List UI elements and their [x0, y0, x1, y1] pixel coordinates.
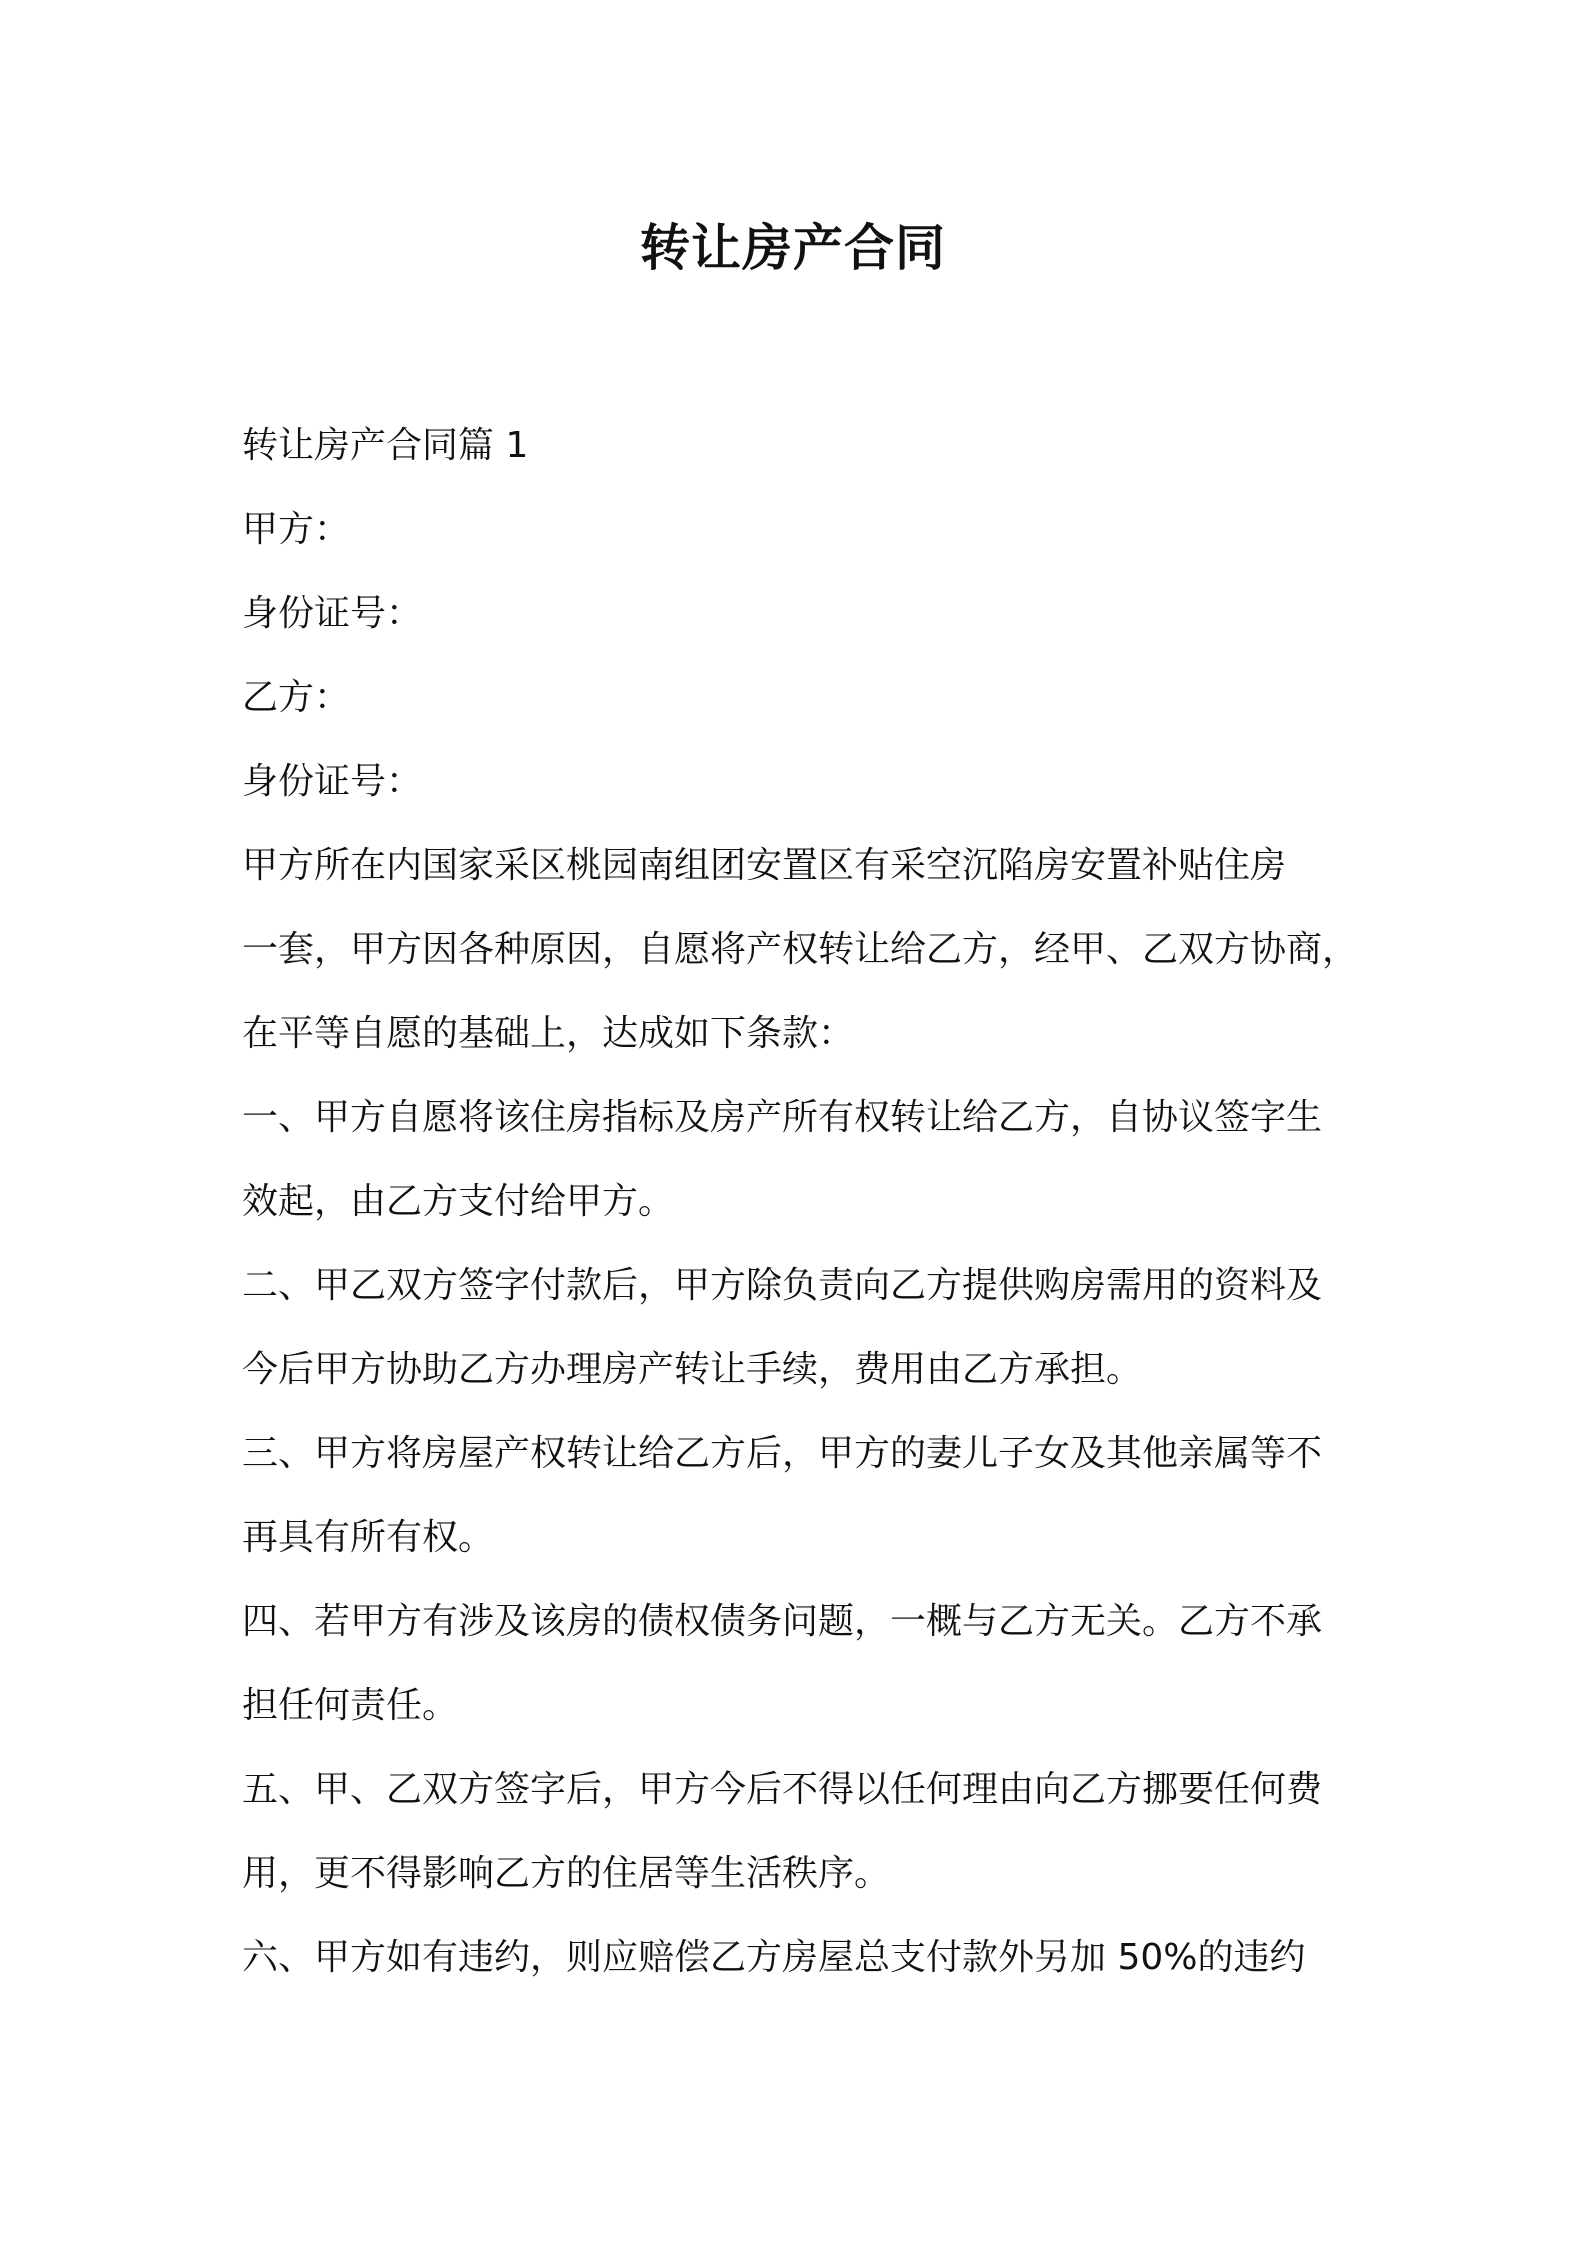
clause-4-line: 四、若甲方有涉及该房的债权债务问题，一概与乙方无关。乙方不承 [242, 1601, 1323, 1642]
clause-4-line: 担任何责任。 [242, 1685, 459, 1726]
document-body [242, 404, 1362, 2000]
clause-3-line: 再具有所有权。 [242, 1517, 495, 1558]
clause-1-line: 一、甲方自愿将该住房指标及房产所有权转让给乙方，自协议签字生 [242, 1097, 1323, 1138]
party-b-label: 乙方： [242, 677, 351, 718]
clause-5-line: 用，更不得影响乙方的住居等生活秩序。 [242, 1853, 891, 1894]
clause-2-line: 今后甲方协助乙方办理房产转让手续，费用由乙方承担。 [242, 1349, 1143, 1390]
clause-1-line: 效起，由乙方支付给甲方。 [242, 1181, 675, 1222]
preamble-line: 一套，甲方因各种原因，自愿将产权转让给乙方，经甲、乙双方协商， [242, 929, 1359, 970]
clause-6-line: 六、甲方如有违约，则应赔偿乙方房屋总支付款外另加 50%的违约 [242, 1937, 1306, 1978]
party-a-id-label: 身份证号： [242, 593, 423, 634]
clause-5-line: 五、甲、乙双方签字后，甲方今后不得以任何理由向乙方挪要任何费 [242, 1769, 1323, 1810]
party-a-label: 甲方： [242, 509, 351, 550]
section-heading: 转让房产合同篇 1 [242, 425, 529, 466]
clause-2-line: 二、甲乙双方签字付款后，甲方除负责向乙方提供购房需用的资料及 [242, 1265, 1323, 1306]
document-title: 转让房产合同 [640, 219, 946, 277]
clause-3-line: 三、甲方将房屋产权转让给乙方后，甲方的妻儿子女及其他亲属等不 [242, 1433, 1323, 1474]
preamble-line: 在平等自愿的基础上，达成如下条款： [242, 1013, 855, 1054]
party-b-id-label: 身份证号： [242, 761, 423, 802]
preamble-line: 甲方所在内国家采区桃园南组团安置区有采空沉陷房安置补贴住房 [242, 845, 1287, 886]
